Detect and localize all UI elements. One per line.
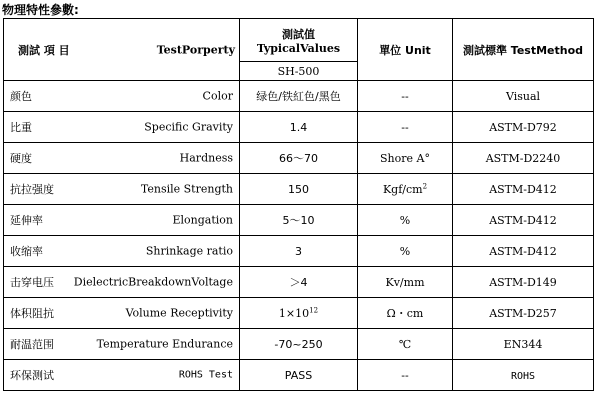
- test-method: ASTM-D412: [489, 182, 557, 196]
- property-name-en: Temperature Endurance: [96, 337, 233, 351]
- test-method: ASTM-D792: [489, 120, 557, 134]
- typical-value-cell: [240, 205, 358, 236]
- property-name-en: Tensile Strength: [140, 182, 233, 196]
- property-cell: [4, 174, 240, 205]
- unit-cell: [358, 174, 453, 205]
- property-name-en: ROHS Test: [178, 369, 233, 381]
- unit-value: --: [401, 89, 409, 103]
- header-property-cn: 測試 項 目: [18, 43, 70, 57]
- header-property-en: TestPorperty: [156, 43, 235, 56]
- typical-value-cell: [240, 267, 358, 298]
- table-row: [4, 81, 594, 112]
- unit-cell: [358, 143, 453, 174]
- property-name-cn: 硬度: [10, 152, 32, 165]
- unit-cell: [358, 298, 453, 329]
- property-cell: [4, 298, 240, 329]
- typical-value-cell: [240, 81, 358, 112]
- typical-value: 150: [288, 182, 309, 196]
- property-name-cn: 击穿电压: [10, 276, 54, 289]
- property-cell: [4, 236, 240, 267]
- property-name-cn: 收缩率: [10, 245, 43, 258]
- test-method-cell: [453, 329, 594, 360]
- typical-value-cell: [240, 236, 358, 267]
- header-model: SH-500: [240, 62, 358, 81]
- typical-value-exponent: 12: [309, 305, 319, 314]
- typical-value-cell: [240, 112, 358, 143]
- test-method: Visual: [505, 89, 541, 103]
- unit-value: Ω・cm: [386, 307, 424, 320]
- unit-cell: [358, 329, 453, 360]
- property-cell: [4, 205, 240, 236]
- table-header-row: [4, 19, 594, 62]
- typical-value: 66～70: [279, 152, 318, 165]
- test-method: ASTM-D149: [489, 275, 557, 289]
- property-cell: [4, 329, 240, 360]
- test-method-cell: [453, 236, 594, 267]
- unit-cell: [358, 236, 453, 267]
- unit-value: --: [401, 368, 409, 382]
- table-row: [4, 236, 594, 267]
- unit-value: %: [399, 213, 411, 227]
- unit-cell: [358, 267, 453, 298]
- table-row: [4, 174, 594, 205]
- test-method-cell: [453, 143, 594, 174]
- test-method-cell: [453, 360, 594, 391]
- test-method-cell: [453, 205, 594, 236]
- typical-value-cell: [240, 298, 358, 329]
- unit-cell: [358, 205, 453, 236]
- test-method-cell: [453, 174, 594, 205]
- table-row: [4, 298, 594, 329]
- typical-value: -70~250: [274, 337, 323, 351]
- header-method: 測試標準 TestMethod: [453, 19, 594, 81]
- test-method: ROHS: [510, 370, 536, 382]
- unit-value: %: [399, 244, 411, 258]
- property-name-cn: 颜色: [10, 90, 32, 103]
- header-typical-en: TypicalValues: [256, 41, 341, 55]
- unit-value: ℃: [398, 337, 412, 351]
- test-method-cell: [453, 81, 594, 112]
- header-typical-cn: 測試值: [282, 27, 315, 41]
- page-title: 物理特性參數:: [2, 3, 79, 17]
- typical-value: 绿色/铁紅色/黑色: [256, 90, 341, 103]
- typical-value-base: 1×10: [278, 306, 310, 320]
- property-name-cn: 延伸率: [10, 214, 43, 227]
- table-row: [4, 205, 594, 236]
- test-method-cell: [453, 267, 594, 298]
- header-property: [4, 19, 240, 81]
- unit-value: Kgf/cm: [382, 182, 423, 196]
- unit-cell: [358, 360, 453, 391]
- property-cell: [4, 112, 240, 143]
- property-name-en: Elongation: [172, 213, 233, 227]
- table-body: [4, 81, 594, 391]
- unit-cell: [358, 112, 453, 143]
- typical-value-cell: [240, 360, 358, 391]
- typical-value-cell: [240, 143, 358, 174]
- property-name-en: Volume Receptivity: [125, 306, 233, 320]
- property-name-cn: 环保测试: [10, 369, 54, 382]
- unit-cell: [358, 81, 453, 112]
- property-name-en: Hardness: [179, 151, 233, 165]
- typical-value-cell: [240, 174, 358, 205]
- property-name-en: Color: [202, 89, 233, 103]
- typical-value: 1.4: [289, 120, 308, 134]
- test-method-cell: [453, 298, 594, 329]
- spec-table: [3, 18, 594, 391]
- test-method: ASTM-D2240: [485, 151, 561, 165]
- test-method: ASTM-D412: [489, 244, 557, 258]
- table-row: [4, 143, 594, 174]
- table-row: [4, 329, 594, 360]
- test-method: ASTM-D257: [489, 306, 557, 320]
- property-cell: [4, 360, 240, 391]
- typical-value: 3: [295, 244, 302, 258]
- typical-value: 5～10: [282, 214, 315, 227]
- table-row: [4, 360, 594, 391]
- unit-value: Shore A°: [380, 151, 430, 165]
- property-cell: [4, 143, 240, 174]
- property-cell: [4, 267, 240, 298]
- header-unit: 單位 Unit: [358, 19, 453, 81]
- unit-exponent: 2: [422, 181, 428, 190]
- property-cell: [4, 81, 240, 112]
- test-method: EN344: [503, 337, 543, 351]
- table-row: [4, 112, 594, 143]
- property-name-cn: 比重: [10, 121, 32, 134]
- header-typical: [240, 19, 358, 62]
- typical-value-cell: [240, 329, 358, 360]
- property-name-cn: 耐温范围: [10, 338, 54, 351]
- typical-value: ＞4: [289, 276, 308, 289]
- unit-value: Kv/mm: [385, 275, 425, 289]
- property-name-en: Specific Gravity: [144, 120, 233, 134]
- property-name-en: Shrinkage ratio: [145, 244, 233, 258]
- typical-value: PASS: [284, 368, 313, 382]
- property-name-cn: 体积阻抗: [10, 307, 54, 320]
- test-method: ASTM-D412: [489, 213, 557, 227]
- property-name-en: DielectricBreakdownVoltage: [73, 275, 233, 289]
- table-row: [4, 267, 594, 298]
- unit-value: --: [401, 120, 409, 134]
- property-name-cn: 抗拉强度: [10, 183, 54, 196]
- test-method-cell: [453, 112, 594, 143]
